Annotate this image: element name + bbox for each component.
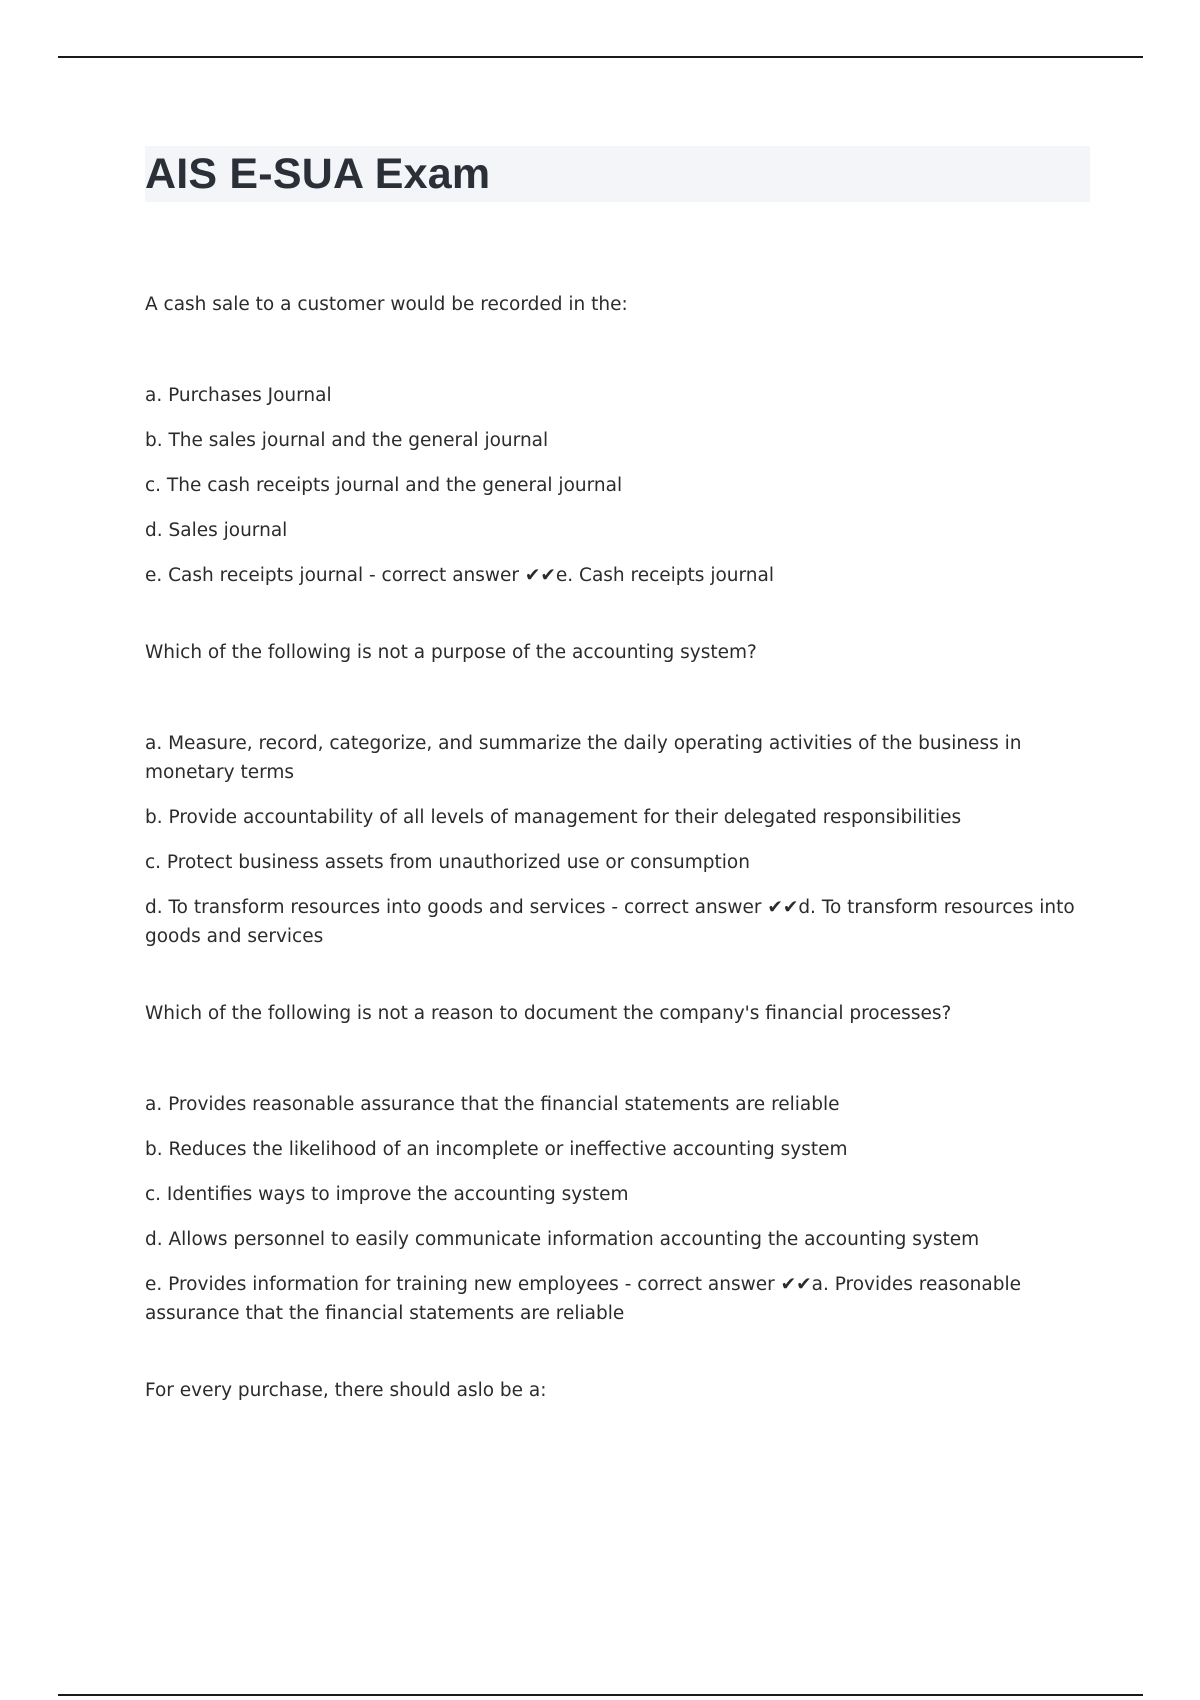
answer-option: c. The cash receipts journal and the general journal: [145, 475, 623, 496]
answer-option-with-correct-answer: e. Provides information for training new employees - correct answer ✔✔a. Provides reasonable assurance that the financial statements are reliable: [145, 1274, 1021, 1324]
question-block: [145, 638, 1090, 951]
answer-option: c. Identifies ways to improve the accounting system: [145, 1184, 629, 1205]
answer-option: a. Provides reasonable assurance that the financial statements are reliable: [145, 1094, 840, 1115]
page-title: AIS E-SUA Exam: [145, 149, 491, 198]
question-block: [145, 999, 1090, 1328]
answer-option: d. Allows personnel to easily communicate information accounting the accounting system: [145, 1229, 980, 1250]
question-block: [145, 1376, 1090, 1405]
question-list: [145, 290, 1090, 1405]
bottom-rule: [58, 1694, 1143, 1696]
question-text: Which of the following is not a reason to document the company's financial processes?: [145, 1003, 952, 1024]
question-text: For every purchase, there should aslo be a:: [145, 1380, 547, 1401]
question-text: A cash sale to a customer would be recorded in the:: [145, 294, 628, 315]
document-body: [145, 146, 1090, 1467]
top-rule: [58, 56, 1143, 58]
title-band: [145, 146, 1090, 202]
answer-option: a. Purchases Journal: [145, 385, 332, 406]
answer-option-with-correct-answer: d. To transform resources into goods and services - correct answer ✔✔d. To transform resources into goods and services: [145, 897, 1075, 947]
answer-option: b. The sales journal and the general journal: [145, 430, 549, 451]
answer-option: d. Sales journal: [145, 520, 288, 541]
answer-option: a. Measure, record, categorize, and summarize the daily operating activities of the business in monetary terms: [145, 733, 1022, 783]
answer-option: b. Provide accountability of all levels of management for their delegated responsibilities: [145, 807, 962, 828]
question-text: Which of the following is not a purpose of the accounting system?: [145, 642, 757, 663]
answer-option: b. Reduces the likelihood of an incomplete or ineffective accounting system: [145, 1139, 848, 1160]
answer-option-with-correct-answer: e. Cash receipts journal - correct answer ✔✔e. Cash receipts journal: [145, 565, 774, 586]
answer-option: c. Protect business assets from unauthorized use or consumption: [145, 852, 750, 873]
question-block: [145, 290, 1090, 590]
